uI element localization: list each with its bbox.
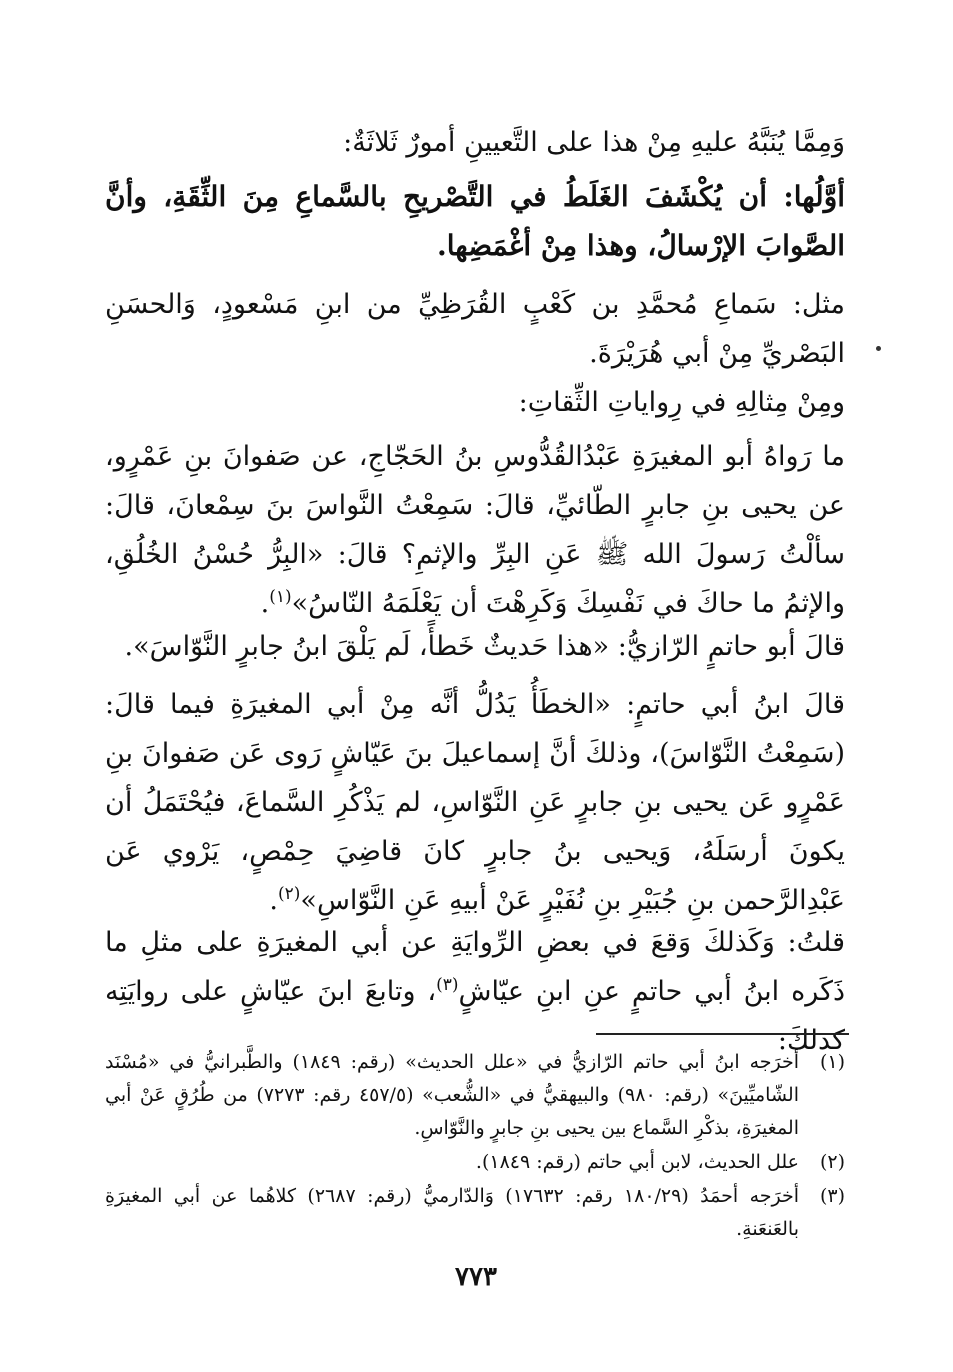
paragraph-hadith-end: . — [260, 588, 270, 619]
footnote-1 — [105, 1046, 845, 1145]
paragraph-hadith — [105, 432, 845, 628]
paragraph-ibn-abi-hatim — [105, 680, 845, 925]
paragraph-intro — [105, 118, 845, 167]
paragraph-abu-hatim — [105, 622, 845, 671]
footnote-ref-3[interactable]: (٣) — [436, 975, 459, 995]
paragraph-qultu-end: ، وتابعَ ابنَ عيّاشٍ على روايَتِه كذلكَ: — [105, 976, 845, 1056]
footnote-ref-1[interactable]: (١) — [269, 587, 292, 607]
paragraph-hadith-text: ما رَواهُ أبو المغيرَةِ عَبْدُالقُدُّوسِ بنُ الحَجّاجِ، عن صَفوانَ بنِ عَمْرٍو، عن يحيى بنِ جابرٍ الطّائيِّ، قالَ: سَمِعْتُ النَّواسَ بنَ سِمْعانَ، قالَ: سألْتُ رَسولَ الله ﷺ عَنِ البِرِّ والإثمِ؟ قالَ: «البِرُّ حُسْنُ الخُلُقِ، والإثمُ ما حاكَ في نَفْسِكَ وَكَرِهْتَ أن يَعْلَمَهُ النّاسُ» — [105, 441, 845, 619]
footnote-2-text: علل الحديث، لابن أبي حاتم (رقم: ١٨٤٩). — [475, 1151, 799, 1173]
paragraph-qultu-text: قلتُ: وَكَذلكَ وَقعَ في بعضِ الرِّوايَةِ عن أبي المغيرَةِ على مثلِ ما ذَكَره ابنُ أبي حاتمٍ عنِ ابنِ عيّاشٍ — [105, 927, 845, 1007]
paragraph-example-intro-text: ومِنْ مِثالِهِ في رِواياتِ الثِّقاتِ: — [518, 387, 845, 418]
footnote-2 — [105, 1146, 845, 1179]
paragraph-example-text: مثل: سَماعِ مُحمَّدِ بن كَعْبٍ القُرَظِيِّ من ابنِ مَسْعودٍ، وَالحسَنِ البَصْريِّ مِنْ أبي هُرَيْرَةَ. — [105, 289, 845, 369]
paragraph-abu-hatim-text: قالَ أبو حاتمٍ الرّازيُّ: «هذا حَديثٌ خَطأً، لَم يَلْقَ ابنُ جابرٍ النَّوّاسَ». — [124, 631, 845, 662]
footnote-divider — [596, 1033, 849, 1035]
paragraph-ibn-abi-hatim-text: قالَ ابنُ أبي حاتمٍ: «الخطَأُ يَدُلُّ أنَّه مِنْ أبي المغيرَةِ فيما قالَ: (سَمِعْتُ النَّوّاسَ)، وذلكَ أنَّ إسماعيلَ بنَ عَيّاشٍ رَوى عَن صَفوانَ بنِ عَمْرٍو عَن يحيى بنِ جابرٍ عَنِ النَّوّاسِ، لم يَذْكُرِ السَّماعَ، فيُحْتَمَلُ أن يكونَ أرسَلَهُ، وَيحيى بنُ جابرٍ كانَ قاضِيَ حِمْصٍ، يَرْوي عَن عَبْدِالرَّحمن بنِ جُبَيْرِ بنِ نُفَيْرٍ عَنْ أبيهِ عَنِ النَّوّاسِ» — [105, 689, 845, 916]
paragraph-intro-text: وَمِمَّا يُنَبَّهُ عليهِ مِنْ هذا على التَّعيينِ أمورٌ ثَلاثَةٌ: — [343, 127, 845, 158]
footnote-3-mark: (٣) — [819, 1185, 845, 1207]
page-number: ٧٧٣ — [455, 1262, 497, 1292]
footnote-3 — [105, 1180, 845, 1246]
paragraph-first-point-text: أوَّلُها: أن يُكْشَفَ الغَلَطُ في التَّصْريحِ بالسَّماعِ مِنَ الثِّقَةِ، وأنَّ الصَّوابَ الإرْسالُ، وهذا مِنْ أغْمَضِها. — [105, 180, 845, 262]
margin-dot — [876, 346, 881, 351]
paragraph-qultu — [105, 918, 845, 1065]
paragraph-ibn-abi-hatim-end: . — [269, 885, 278, 916]
paragraph-example — [105, 280, 845, 378]
footnote-1-text: أخرَجه ابنُ أبي حاتم الرّازيُّ في «علل الحديث» (رقم: ١٨٤٩) والطَّبرانيُّ في «مُسْنَد الشّاميِّينَ» (رقم: ٩٨٠) والبيهقيُّ في «الشُّعب» (٤٥٧/٥ رقم: ٧٢٧٣) من طُرُقٍ عَنْ أبي المغيرَةِ، بذكْرِ السَّماع بين يحيى بنِ جابرٍ والنَّوّاسِ. — [105, 1051, 800, 1139]
footnote-3-text: أخرَجه أحمَدُ (١٨٠/٢٩ رقم: ١٧٦٣٢) وَالدّارميُّ (رقم: ٢٦٨٧) كلاهُما عن أبي المغيرَةِ بالعَنعَنةِ. — [105, 1185, 800, 1240]
footnote-ref-2[interactable]: (٢) — [278, 884, 301, 904]
footnote-2-mark: (٢) — [819, 1151, 845, 1173]
footnote-1-mark: (١) — [819, 1051, 845, 1073]
paragraph-example-intro — [105, 378, 845, 427]
paragraph-first-point — [105, 172, 845, 270]
